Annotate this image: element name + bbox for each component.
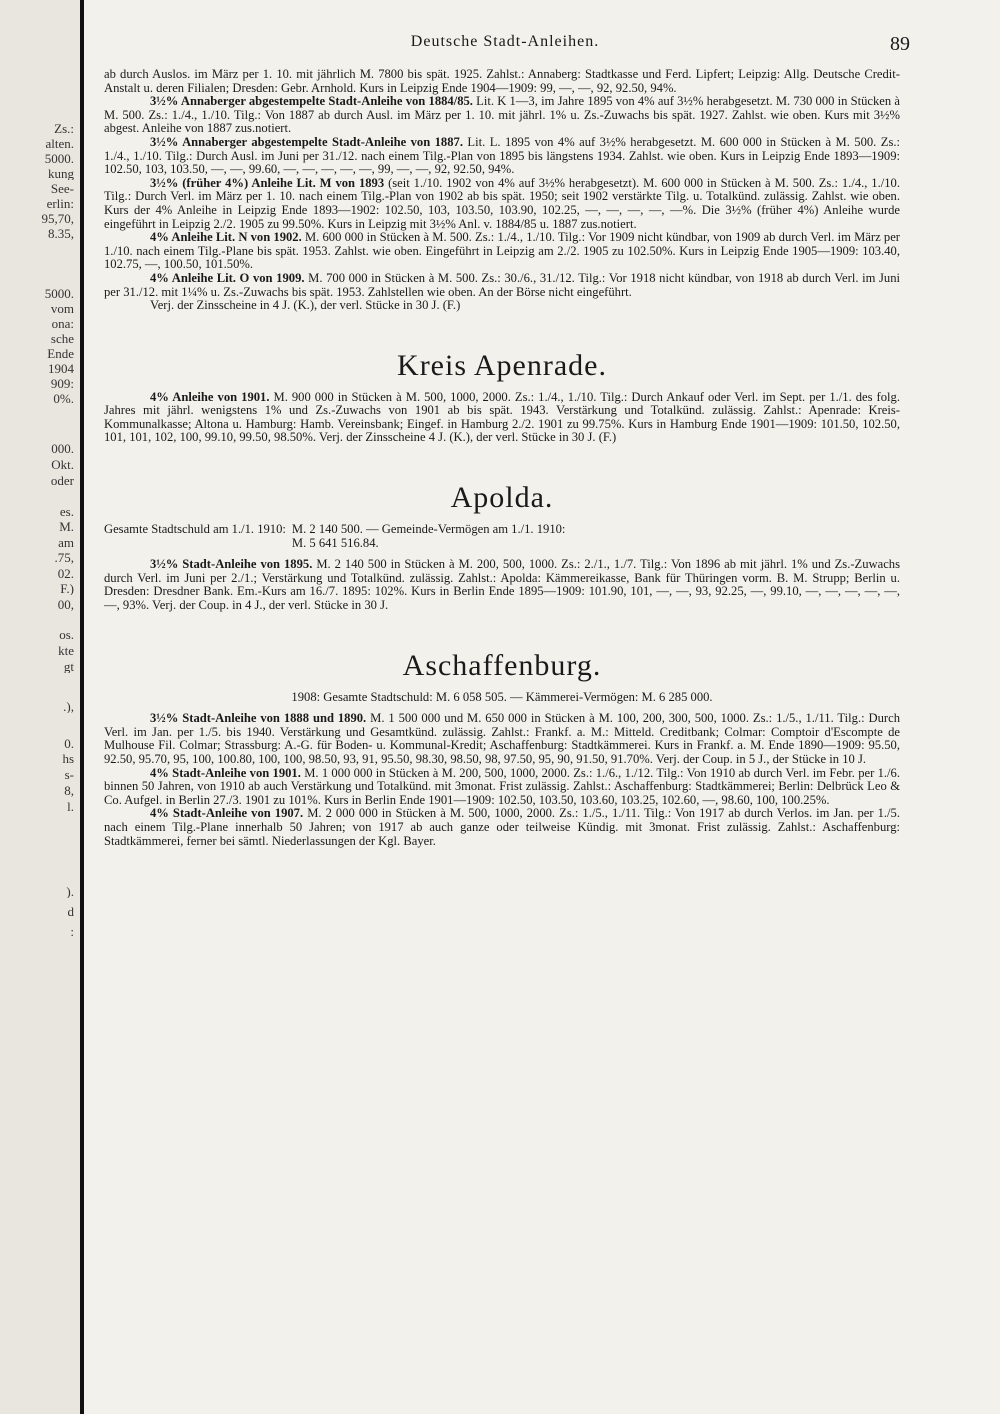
gutter-fragment: Okt.: [51, 458, 74, 471]
gutter-fragment: 00,: [57, 598, 74, 611]
section-heading: Kreis Apenrade.: [397, 348, 607, 382]
gutter-fragment: vom: [50, 302, 74, 315]
loan-body: M. 1 000 000 in Stücken à M. 200, 500, 1000, 2000. Zs.: 1./6., 1./12. Tilg.: Von 1910 ab durch Verl. im Febr. per 1./6. binnen 50 Jahren, von 1910 ab auch Verstärkung und Totalkünd. mit 3monat. Frist zulässig. Zahlst.: Aschaffenburg: Stadtkämmerei; Berlin: Delbrück Leo & Co. Aufgel. in Berlin 27./3. 1901 zu 101%. Kurs in Berlin Ende 1901—1909: 102.50, 103.50, 103.60, 103.25, 102.60, —, 98.60, 100, 100.25%.: [104, 765, 900, 807]
running-title: Deutsche Stadt-Anleihen.: [410, 33, 600, 50]
gutter-fragment: 909:: [50, 377, 74, 390]
loan-title: 4% Anleihe Lit. N von 1902.: [150, 230, 302, 245]
loan-entry: [104, 558, 900, 612]
section-aschaffenburg: [104, 649, 900, 849]
running-header: [100, 33, 910, 55]
gutter-fragment: 5000.: [44, 152, 74, 165]
loan-body: M. 900 000 in Stücken à M. 500, 1000, 2000. Zs.: 1./4., 1./10. Tilg.: Durch Ankauf oder Verl. im Sept. per 1./1. des folg. Jahres mit jährl. wenigstens 1% und Zs.-Zuwachs von 1901 ab bis spät. 1943. Verstärkung und Totalkünd. zulässig. Zahlst.: Apenrade: Kreis-Kommunalkasse; Altona u. Hamburg: Hamb. Vereinsbank; Eingef. in Hamburg 2./2. 1901 zu 99.75%. Kurs in Hamburg Ende 1901—1909: 101.50, 102.50, 101, 101, 102, 100, 99.10, 99.50, 98.50%. Verj. der Zinsscheine 4 J. (K.), der verl. Stücke in 30 J. (F.): [104, 389, 900, 445]
gutter-fragment: 8.35,: [48, 227, 74, 240]
meta-label: Gesamte Stadtschuld am 1./1. 1910:: [104, 522, 286, 537]
section-apenrade: [104, 349, 900, 445]
gutter-fragment: l.: [67, 800, 74, 813]
gutter-fragment: 0.: [64, 737, 74, 750]
gutter-fragment: 8,: [64, 784, 74, 797]
gutter-fragment: hs: [62, 752, 74, 765]
loan-title: 4% Stadt-Anleihe von 1901.: [150, 765, 301, 780]
gutter-fragment: .),: [63, 700, 74, 713]
closing-note: Verj. der Zinsscheine in 4 J. (K.), der verl. Stücke in 30 J. (F.): [150, 298, 461, 313]
gutter-fragment: erlin:: [46, 197, 74, 210]
gutter-fragment: :: [70, 925, 74, 938]
gutter-fragment: gt: [63, 660, 74, 673]
gutter-fragment: am: [58, 536, 74, 549]
page-number: 89: [890, 33, 910, 55]
loan-body: M. 600 000 in Stücken à M. 500. Zs.: 1./4., 1./10. Tilg.: Vor 1909 nicht kündbar, von 1909 ab durch Verl. im März per 1./10. nach einem Tilg.-Plane bis spät. 1953. Zahlst. wie oben. Eingeführt in Leipzig am 2./2. 1905 zu 102.50%. Kurs in Leipzig Ende 1905—1909: 103.40, 102.75, —, 100.50, 101.50%.: [104, 230, 900, 272]
loan-entry: [104, 712, 900, 766]
loan-body: M. 1 500 000 und M. 650 000 in Stücken à M. 100, 200, 300, 500, 1000. Zs.: 1./5., 1./11. Tilg.: Durch Verl. im Jan. per 1./5. bis 1940. Verstärkung und Gesamtkünd. zulässig. Zahlst.: Frankf. a. M.: Mitteld. Creditbank; Colmar: Comptoir d'Escompte de Mulhouse Fil. Colmar; Strassburg: A.-G. für Boden- u. Kommunal-Kredit; Aschaffenburg: Stadtkämmerei. Kurs in Frankf. a. M. Ende 1890—1909: 95.50, 92.50, 95.70, 95, 100, 100.80, 100, 100, 98.50, 93, 91, 95.50, 98.30, 98.50, 98, 97.50, 95, 90, 91.50, 91.70%. Verj. der Coup. in 5 J., der Stücke in 10 J.: [104, 711, 900, 766]
section-apolda: [104, 481, 900, 613]
gutter-fragment: kung: [48, 167, 74, 180]
gutter-fragment: 95,70,: [41, 212, 74, 225]
loan-title: 3½% Stadt-Anleihe von 1888 und 1890.: [150, 711, 367, 726]
page-binding-edge: [80, 0, 84, 1414]
gutter-fragment: .75,: [54, 551, 74, 564]
gutter-fragment: M.: [59, 520, 74, 533]
gutter-fragment: os.: [59, 628, 74, 641]
continued-paragraph: ab durch Auslos. im März per 1. 10. mit jährlich M. 7800 bis spät. 1925. Zahlst.: Annaberg: Stadtkasse und Ferd. Lipfert; Leipzig: Allg. Deutsche Credit-Anstalt u. deren Filialen; Dresden: Gebr. Arnhold. Kurs in Leipzig Ende 1904—1909: 99, —, —, 92, 92.50, 94%.: [104, 67, 900, 95]
loan-entry: [104, 177, 900, 231]
loan-body: M. 700 000 in Stücken à M. 500. Zs.: 30./6., 31./12. Tilg.: Vor 1918 nicht kündbar, von 1918 ab durch Verl. im Juni per 31./12. mit 1¼% u. Zs.-Zuwachs bis spät. 1953. Zahlstellen wie oben. An der Börse nicht eingeführt.: [104, 270, 900, 299]
gutter-fragment: alten.: [45, 137, 74, 150]
gutter-fragment: See-: [50, 182, 74, 195]
loan-entry: [104, 136, 900, 177]
gutter-fragment: d: [67, 905, 74, 918]
gutter-fragment: es.: [59, 505, 74, 518]
loan-title: 3½% Annaberger abgestempelte Stadt-Anleihe von 1884/85.: [150, 94, 473, 109]
loan-title: 3½% (früher 4%) Anleihe Lit. M von 1893: [150, 175, 385, 190]
meta-line: M. 5 641 516.84.: [291, 535, 379, 550]
gutter-fragment: 5000.: [44, 287, 74, 300]
loan-entry: [104, 807, 900, 848]
gutter-fragment: 0%.: [53, 392, 74, 405]
gutter-fragment: sche: [50, 332, 74, 345]
section-heading: Apolda.: [450, 481, 554, 515]
loan-body: Lit. K 1—3, im Jahre 1895 von 4% auf 3½% herabgesetzt. M. 730 000 in Stücken à M. 500. Zs.: 1./4., 1./10. Tilg.: Von 1887 ab durch Ausl. im März per 1. 10. mit jährl. 1% u. Zs.-Zuwachs bis spät. 1927. Zahlst. wie oben. Kurs mit 3½% abgest. Anleihe von 1887 zus.notiert.: [104, 94, 900, 136]
gutter-fragment: oder: [50, 474, 74, 487]
loan-entry: [104, 231, 900, 272]
page-body: [104, 68, 900, 848]
gutter-fragment: 000.: [51, 442, 74, 455]
meta-line: M. 2 140 500. — Gemeinde-Vermögen am 1./1. 1910:: [291, 522, 566, 537]
loan-entry: [104, 391, 900, 445]
loan-title: 4% Anleihe Lit. O von 1909.: [150, 270, 305, 285]
gutter-fragment: Ende: [47, 347, 74, 360]
section-annaberg: [104, 68, 900, 313]
gutter-fragment: ).: [66, 885, 74, 898]
loan-body: M. 2 000 000 in Stücken à M. 500, 1000, 2000. Zs.: 1./5., 1./11. Tilg.: Von 1917 ab durch Verlos. im Jan. per 1./5. nach einem Tilg.-Plane innerhalb 50 Jahren; von 1917 ab auch ganze oder teilweise Kündig. mit 3monat. Frist zulässig. Zahlst.: Aschaffenburg: Stadtkämmerei, ferner bei sämtl. Niederlassungen der Kgl. Bayer.: [104, 806, 901, 848]
meta-values: [286, 523, 900, 550]
loan-entry: [104, 272, 900, 299]
loan-title: 3½% Annaberger abgestempelte Stadt-Anleihe von 1887.: [150, 134, 463, 149]
loan-entry: [104, 95, 900, 136]
section-meta: [104, 523, 900, 550]
loan-entry: [104, 767, 900, 808]
loan-title: 4% Stadt-Anleihe von 1907.: [150, 806, 304, 821]
loan-title: 4% Anleihe von 1901.: [150, 389, 270, 404]
loan-body: (seit 1./10. 1902 von 4% auf 3½% herabgesetzt). M. 600 000 in Stücken à M. 500. Zs.: 1./4., 1./10. Tilg.: Durch Verl. im März per 1. 10. nach einem Tilg.-Plan von 1902 ab bis spät. 1950; seit 1902 verstärkte Tilg. u. Totalkünd. zulässig. Zahlst. wie oben. Kurs der 4% Anleihe in Leipzig Ende 1893—1902: 102.50, 103, 103.50, 103.90, 102.25, —, —, —, —, —%. Die 3½% (früher 4%) Anleihe wurde eingeführt in Leipzig 2./2. 1905 zu 99.50%. Kurs in Leipzig mit 3½% Anl. v. 1884/85 u. 1887 zus.notiert.: [104, 175, 900, 231]
section-heading: Aschaffenburg.: [402, 648, 602, 682]
section-meta: 1908: Gesamte Stadtschuld: M. 6 058 505. — Kämmerei-Vermögen: M. 6 285 000.: [291, 689, 713, 704]
gutter-fragment: 02.: [57, 567, 74, 580]
gutter-fragment: kte: [58, 644, 74, 657]
loan-body: M. 2 140 500 in Stücken à M. 200, 500, 1000. Zs.: 2./1., 1./7. Tilg.: Von 1896 ab mit jährl. 1% und Zs.-Zuwachs durch Verl. im Juni per 2./1.; Verstärkung und Totalkünd. zulässig. Zahlst.: Apolda: Kämmereikasse, Bank für Thüringen vorm. B. M. Strupp; Berlin u. Dresden: Dresdner Bank. Em.-Kurs am 16./7. 1895: 102%. Kurs in Berlin Ende 1895—1909: 101.90, 101, —, —, 93, 92.25, —, 99.10, —, —, —, —, —, —, 93%. Verj. der Coup. in 4 J., der verl. Stücke in 30 J.: [104, 557, 900, 613]
gutter-fragment: Zs.:: [54, 122, 74, 135]
gutter-fragment: ona:: [51, 317, 74, 330]
loan-title: 3½% Stadt-Anleihe von 1895.: [150, 557, 313, 572]
gutter-fragment: 1904: [48, 362, 74, 375]
gutter-fragment: F.): [60, 582, 74, 595]
gutter-fragment: s-: [64, 768, 74, 781]
loan-body: Lit. L. 1895 von 4% auf 3½% herabgesetzt. M. 600 000 in Stücken à M. 500. Zs.: 1./4., 1./10. Tilg.: Durch Ausl. im Juni per 31./12. nach einem Tilg.-Plan von 1895 bis längstens 1934. Zahlst. wie oben. Kurs in Leipzig Ende 1893—1909: 102.50, 103, 103.50, —, —, 99.60, —, —, —, —, —, 99, —, —, 92, 92.50, 94%.: [104, 134, 900, 177]
